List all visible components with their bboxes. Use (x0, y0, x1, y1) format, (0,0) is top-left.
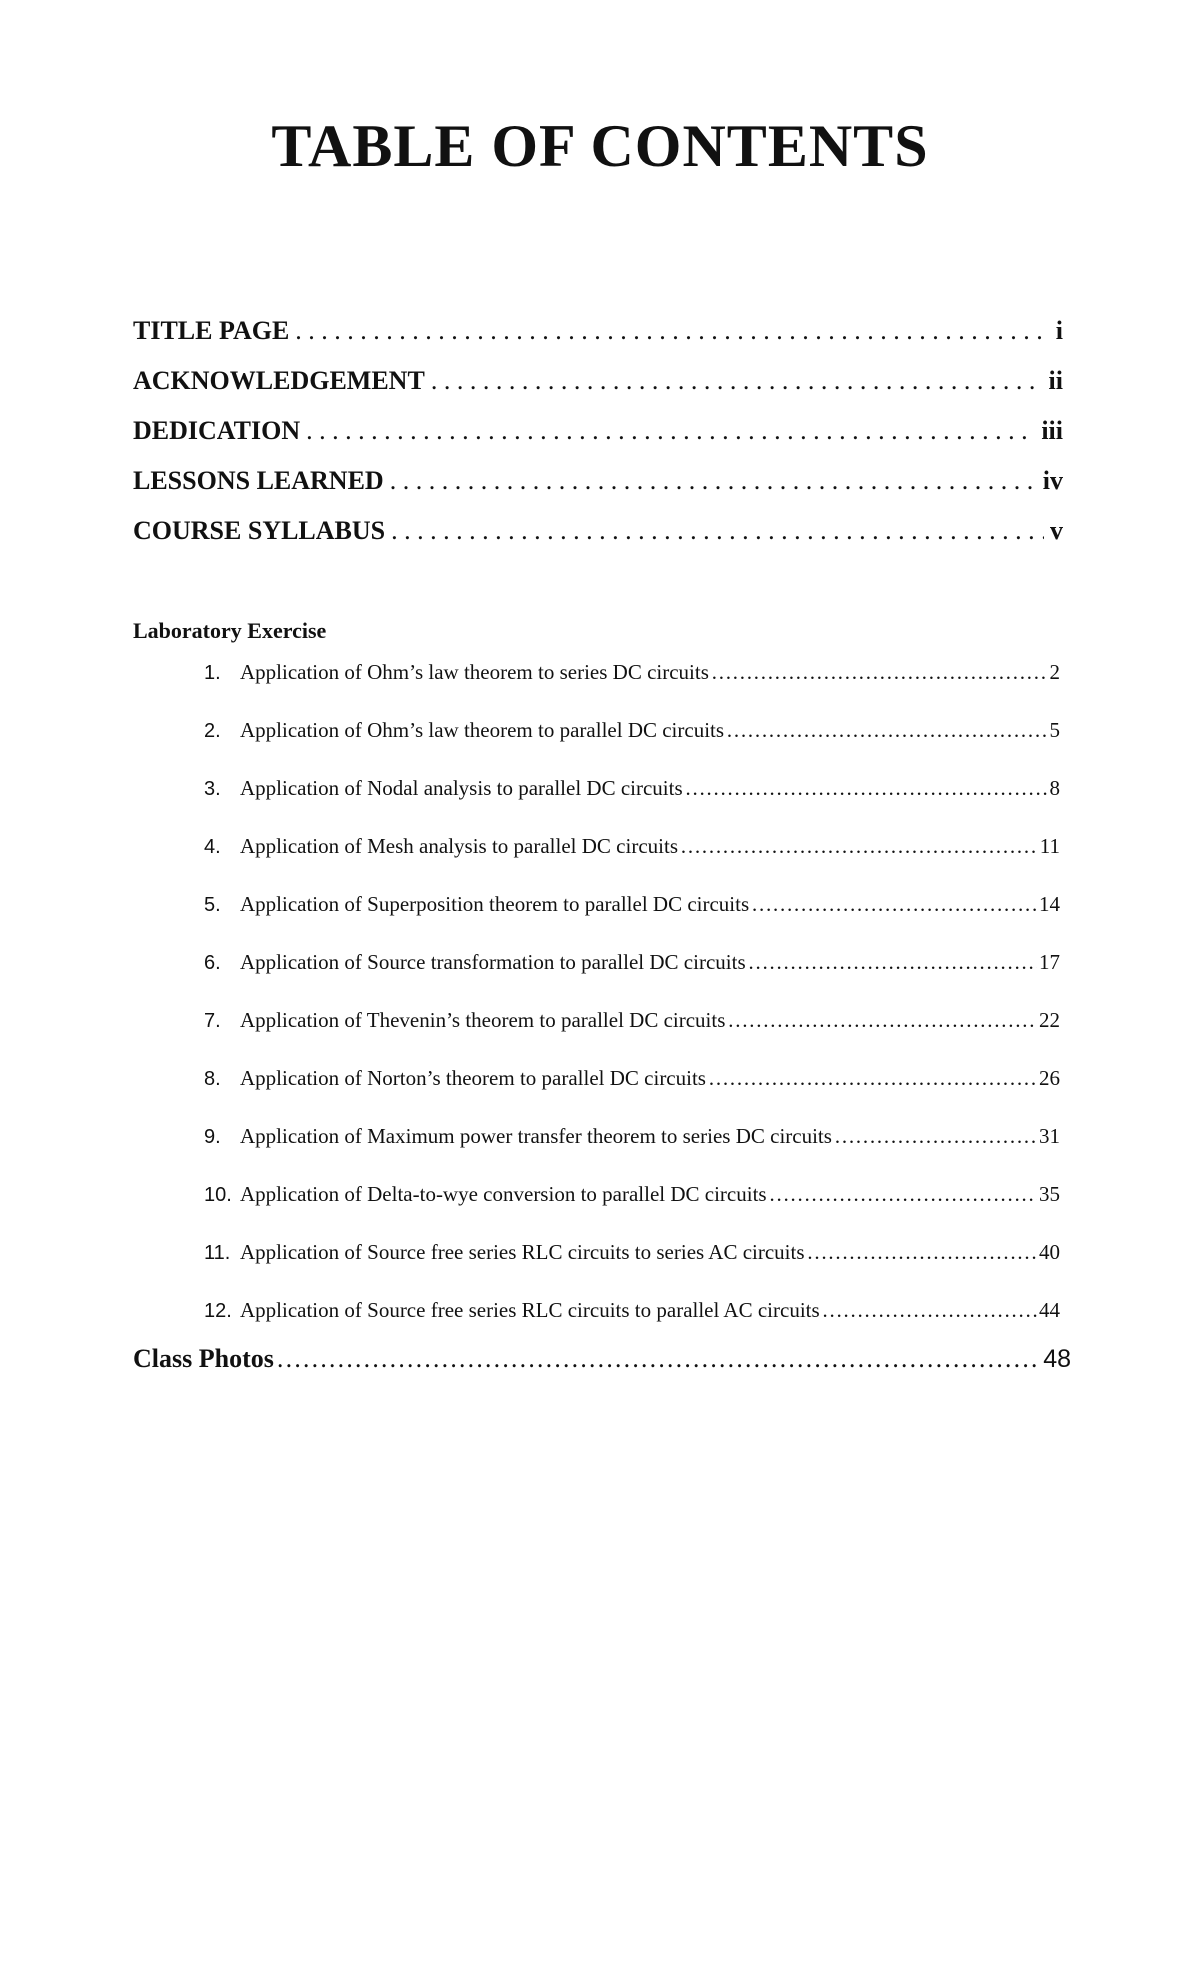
dot-leader (680, 834, 1038, 859)
dot-leader (822, 1298, 1037, 1323)
toc-entry-page: ii (1048, 366, 1063, 395)
dot-leader (807, 1240, 1037, 1265)
exercise-page: 17 (1039, 950, 1060, 974)
toc-entry-label: Class Photos (133, 1344, 274, 1373)
exercise-page: 26 (1039, 1066, 1060, 1090)
dot-leader (727, 1008, 1037, 1033)
exercise-list (204, 660, 1060, 1356)
exercise-number: 5. (204, 894, 221, 916)
toc-entry-label: DEDICATION (133, 416, 301, 445)
exercise-number: 8. (204, 1068, 221, 1090)
toc-entry-class-photos[interactable] (133, 1344, 1071, 1374)
exercise-title: Application of Nodal analysis to parallel DC circuits (240, 776, 683, 800)
exercise-entry[interactable] (204, 776, 1060, 834)
toc-entry-label: ACKNOWLEDGEMENT (133, 366, 425, 395)
exercise-page: 35 (1039, 1182, 1060, 1206)
exercise-entry[interactable] (204, 1008, 1060, 1066)
exercise-page: 5 (1049, 718, 1060, 742)
exercise-entry[interactable] (204, 660, 1060, 718)
exercise-entry[interactable] (204, 1066, 1060, 1124)
exercise-title: Application of Thevenin’s theorem to parallel DC circuits (240, 1008, 726, 1032)
exercise-page: 14 (1039, 892, 1060, 916)
exercise-title: Application of Source free series RLC circuits to series AC circuits (240, 1240, 805, 1264)
toc-entry-label: TITLE PAGE (133, 316, 290, 345)
exercise-page: 11 (1039, 834, 1060, 858)
dot-leader (769, 1182, 1037, 1207)
exercise-number: 4. (204, 836, 221, 858)
dot-leader (751, 892, 1037, 917)
dot-leader (276, 1344, 1041, 1374)
exercise-entry[interactable] (204, 1240, 1060, 1298)
toc-entry-course-syllabus[interactable] (133, 516, 1063, 566)
page-title: TABLE OF CONTENTS (271, 113, 929, 179)
dot-leader (295, 316, 1049, 346)
dot-leader (726, 718, 1047, 743)
exercise-title: Application of Mesh analysis to parallel DC circuits (240, 834, 678, 858)
toc-entry-page: iv (1042, 466, 1063, 495)
exercise-number: 2. (204, 720, 221, 742)
exercise-title: Application of Superposition theorem to parallel DC circuits (240, 892, 750, 916)
exercise-number: 1. (204, 662, 221, 684)
dot-leader (391, 516, 1044, 546)
exercise-entry[interactable] (204, 950, 1060, 1008)
exercise-entry[interactable] (204, 892, 1060, 950)
exercise-title: Application of Maximum power transfer theorem to series DC circuits (240, 1124, 832, 1148)
exercise-number: 12. (204, 1300, 232, 1322)
dot-leader (306, 416, 1035, 446)
toc-entry-page: iii (1041, 416, 1063, 445)
dot-leader (685, 776, 1048, 801)
dot-leader (834, 1124, 1037, 1149)
exercise-title: Application of Norton’s theorem to parallel DC circuits (240, 1066, 706, 1090)
dot-leader (431, 366, 1043, 396)
dot-leader (711, 660, 1048, 685)
exercise-number: 11. (204, 1242, 231, 1264)
dot-leader (390, 466, 1037, 496)
exercise-number: 6. (204, 952, 221, 974)
toc-entry-page: i (1055, 316, 1063, 345)
exercise-entry[interactable] (204, 718, 1060, 776)
exercise-page: 40 (1039, 1240, 1060, 1264)
laboratory-heading: Laboratory Exercise (133, 618, 327, 643)
exercise-title: Application of Source transformation to parallel DC circuits (240, 950, 746, 974)
toc-entry-page: v (1050, 516, 1063, 545)
exercise-number: 7. (204, 1010, 221, 1032)
exercise-number: 10. (204, 1184, 232, 1206)
exercise-title: Application of Delta-to-wye conversion to parallel DC circuits (240, 1182, 767, 1206)
front-matter-list (133, 316, 1063, 566)
toc-entry-acknowledgement[interactable] (133, 366, 1063, 416)
toc-entry-lessons-learned[interactable] (133, 466, 1063, 516)
dot-leader (708, 1066, 1037, 1091)
exercise-title: Application of Ohm’s law theorem to series DC circuits (240, 660, 709, 684)
toc-entry-title-page[interactable] (133, 316, 1063, 366)
exercise-page: 44 (1039, 1298, 1060, 1322)
toc-entry-label: COURSE SYLLABUS (133, 516, 386, 545)
toc-entry-dedication[interactable] (133, 416, 1063, 466)
exercise-entry[interactable] (204, 834, 1060, 892)
exercise-title: Application of Ohm’s law theorem to parallel DC circuits (240, 718, 725, 742)
exercise-page: 8 (1049, 776, 1060, 800)
dot-leader (748, 950, 1037, 975)
toc-entry-label: LESSONS LEARNED (133, 466, 384, 495)
exercise-entry[interactable] (204, 1124, 1060, 1182)
toc-entry-page: 48 (1043, 1345, 1071, 1373)
exercise-page: 31 (1039, 1124, 1060, 1148)
exercise-number: 3. (204, 778, 221, 800)
exercise-page: 22 (1039, 1008, 1060, 1032)
exercise-number: 9. (204, 1126, 221, 1148)
exercise-title: Application of Source free series RLC circuits to parallel AC circuits (240, 1298, 820, 1322)
exercise-page: 2 (1049, 660, 1060, 684)
exercise-entry[interactable] (204, 1182, 1060, 1240)
